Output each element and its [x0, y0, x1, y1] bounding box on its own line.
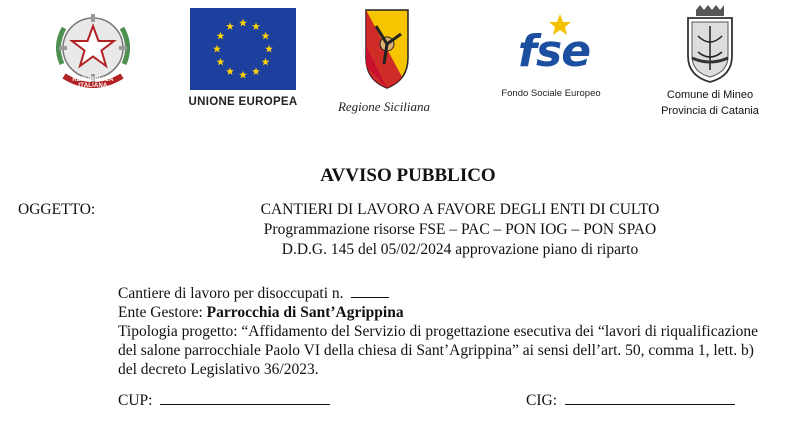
cup-line — [118, 392, 330, 410]
trinacria-shield-icon — [326, 6, 442, 92]
cig-label: CIG: — [526, 392, 557, 409]
subject-block — [230, 201, 690, 261]
subject-line-3: D.D.G. 145 del 05/02/2024 approvazione piano di riparto — [281, 241, 639, 258]
mineo-caption-2: Provincia di Catania — [661, 105, 759, 117]
tipologia-block — [118, 323, 798, 380]
subject-line-2: Programmazione risorse FSE – PAC – PON IOG – PON SPAO — [263, 221, 657, 238]
tipologia-line-1: Tipologia progetto: “Affidamento del Servizio di progettazione esecutiva dei “lavori di riqualificazione — [118, 323, 759, 340]
ente-value: Parrocchia di Sant’Agrippina — [206, 304, 404, 321]
ente-line — [118, 304, 404, 322]
cig-line — [526, 392, 735, 410]
cantiere-number-blank — [351, 285, 389, 298]
mineo-caption-1: Comune di Mineo — [666, 89, 754, 101]
mineo-crest-icon — [650, 4, 770, 84]
eu-flag-icon — [180, 6, 306, 92]
ente-label: Ente Gestore: — [118, 304, 207, 321]
fse-caption: Fondo Sociale Europeo — [501, 88, 601, 99]
cup-blank — [160, 392, 330, 405]
fse-mark: fse — [517, 26, 591, 77]
eu-caption: UNIONE EUROPEA — [188, 96, 298, 108]
tipologia-line-2: del salone parrocchiale Paolo VI della chiesa di Sant’Agrippina” ai sensi dell’art. 50, comma 1, lett. b) — [118, 342, 754, 359]
eu-logo — [180, 6, 306, 116]
cantiere-label: Cantiere di lavoro per disoccupati n. — [118, 285, 344, 302]
comune-mineo-logo — [650, 4, 770, 124]
regione-siciliana-logo — [326, 6, 442, 116]
subject-label: OGGETTO: — [18, 201, 96, 218]
repubblica-ring-text: REPUBBLICA ITALIANA — [72, 77, 114, 89]
sicilia-caption: Regione Siciliana — [337, 99, 431, 114]
tipologia-line-3: del decreto Legislativo 36/2023. — [118, 361, 319, 378]
cup-label: CUP: — [118, 392, 153, 409]
repubblica-italiana-emblem — [48, 6, 138, 98]
fse-logo — [486, 10, 616, 110]
cig-blank — [565, 392, 735, 405]
subject-line-1: CANTIERI DI LAVORO A FAVORE DEGLI ENTI DI CULTO — [260, 201, 660, 218]
cantiere-line — [118, 285, 389, 303]
page-title: AVVISO PUBBLICO — [320, 165, 496, 186]
